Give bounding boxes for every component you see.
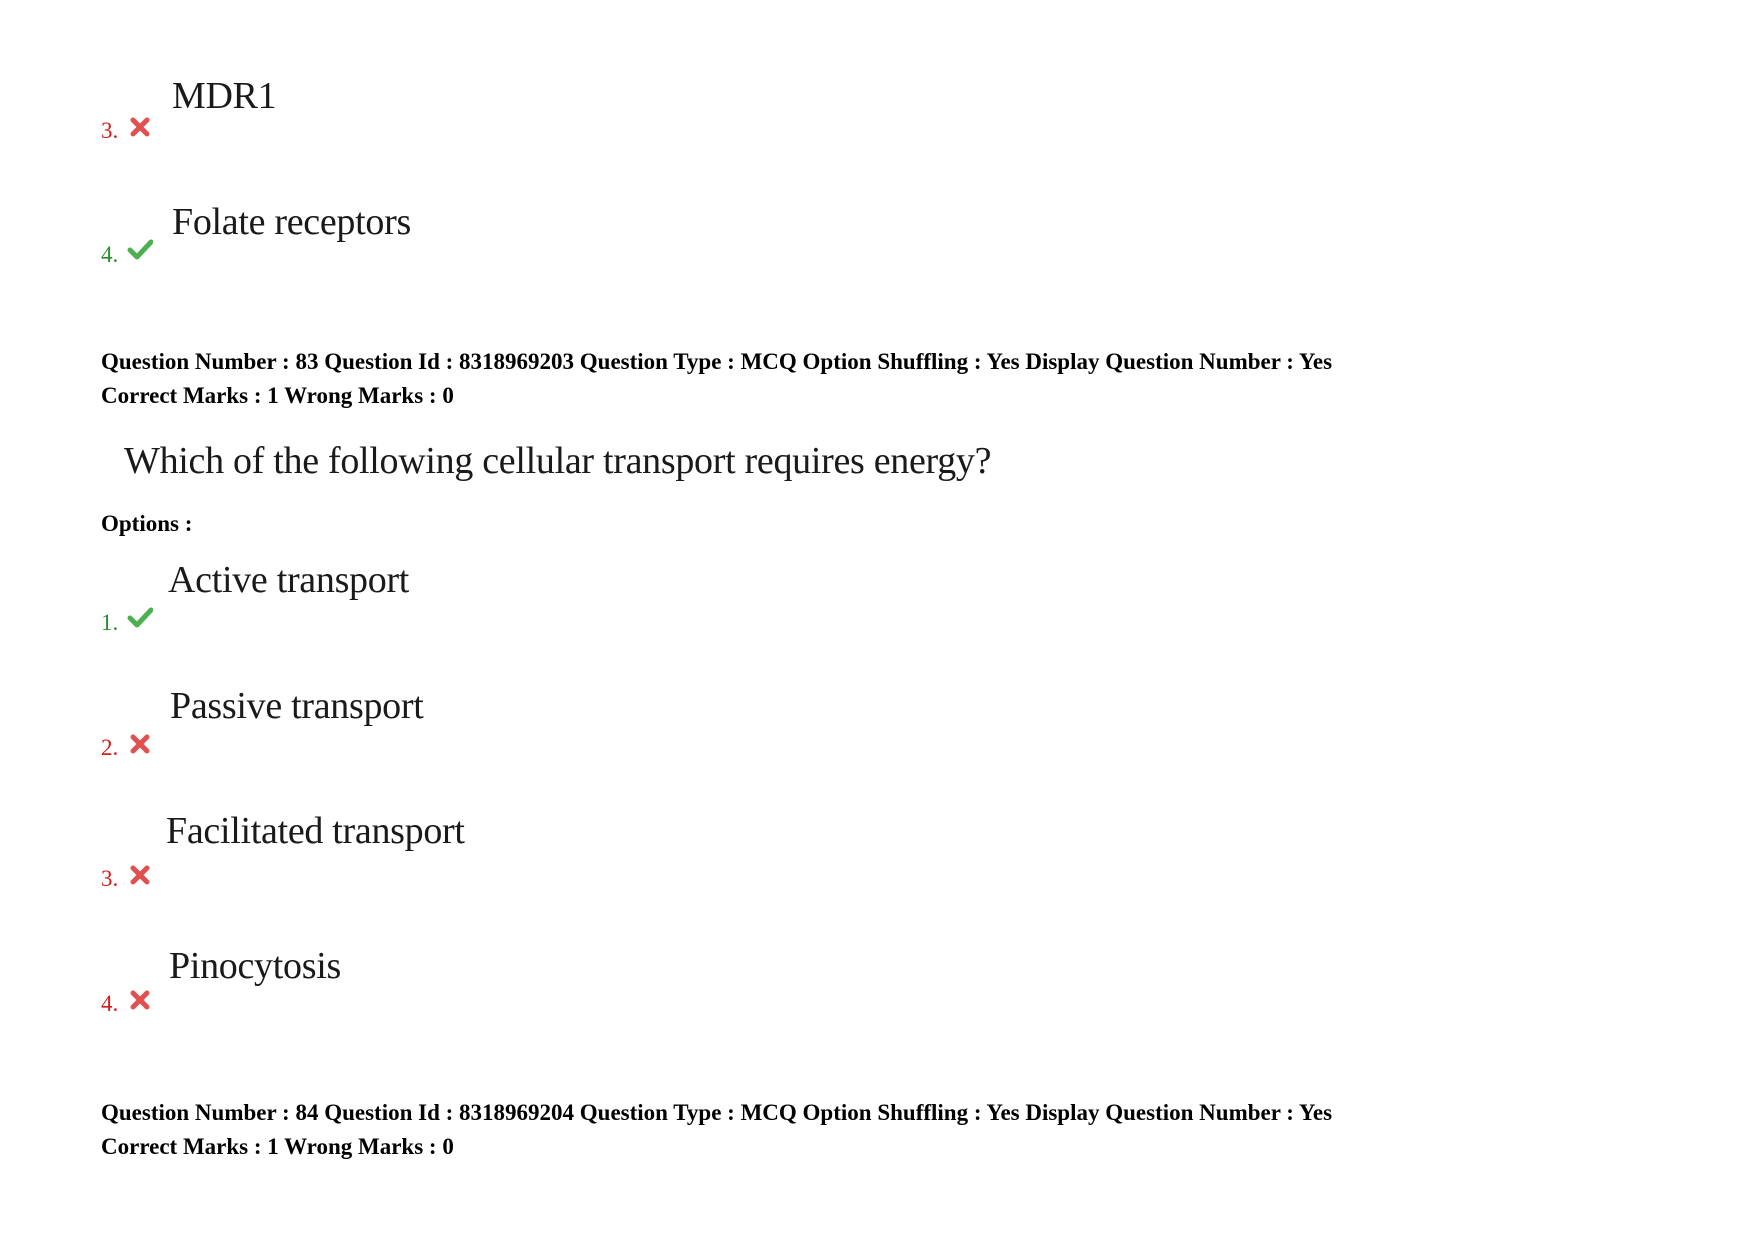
option-text: MDR1	[172, 75, 277, 117]
marks-meta-line: Correct Marks : 1 Wrong Marks : 0	[101, 1134, 454, 1159]
question-meta-line: Question Number : 83 Question Id : 8318969203 Question Type : MCQ Option Shuffling : Yes Display Question Number : Yes	[101, 349, 1333, 374]
cross-icon	[127, 989, 153, 1011]
check-icon	[127, 238, 153, 260]
check-icon	[127, 606, 153, 628]
marks-meta-line: Correct Marks : 1 Wrong Marks : 0	[101, 383, 454, 408]
option-text: Passive transport	[170, 685, 424, 727]
option-text: Pinocytosis	[169, 945, 341, 987]
option-text: Active transport	[168, 559, 410, 601]
question-text: Which of the following cellular transport requires energy?	[124, 440, 992, 482]
options-label: Options :	[101, 511, 193, 536]
cross-icon	[127, 116, 153, 138]
option-text: Folate receptors	[172, 201, 411, 243]
question-meta-line: Question Number : 84 Question Id : 8318969204 Question Type : MCQ Option Shuffling : Yes Display Question Number : Yes	[101, 1100, 1333, 1125]
option-number: 3.	[101, 118, 119, 143]
option-number: 1.	[101, 610, 119, 635]
option-number: 3.	[101, 866, 119, 891]
cross-icon	[127, 733, 153, 755]
option-number: 2.	[101, 735, 119, 760]
cross-icon	[127, 864, 153, 886]
option-number: 4.	[101, 991, 119, 1016]
option-number: 4.	[101, 242, 119, 267]
option-text: Facilitated transport	[166, 810, 465, 852]
